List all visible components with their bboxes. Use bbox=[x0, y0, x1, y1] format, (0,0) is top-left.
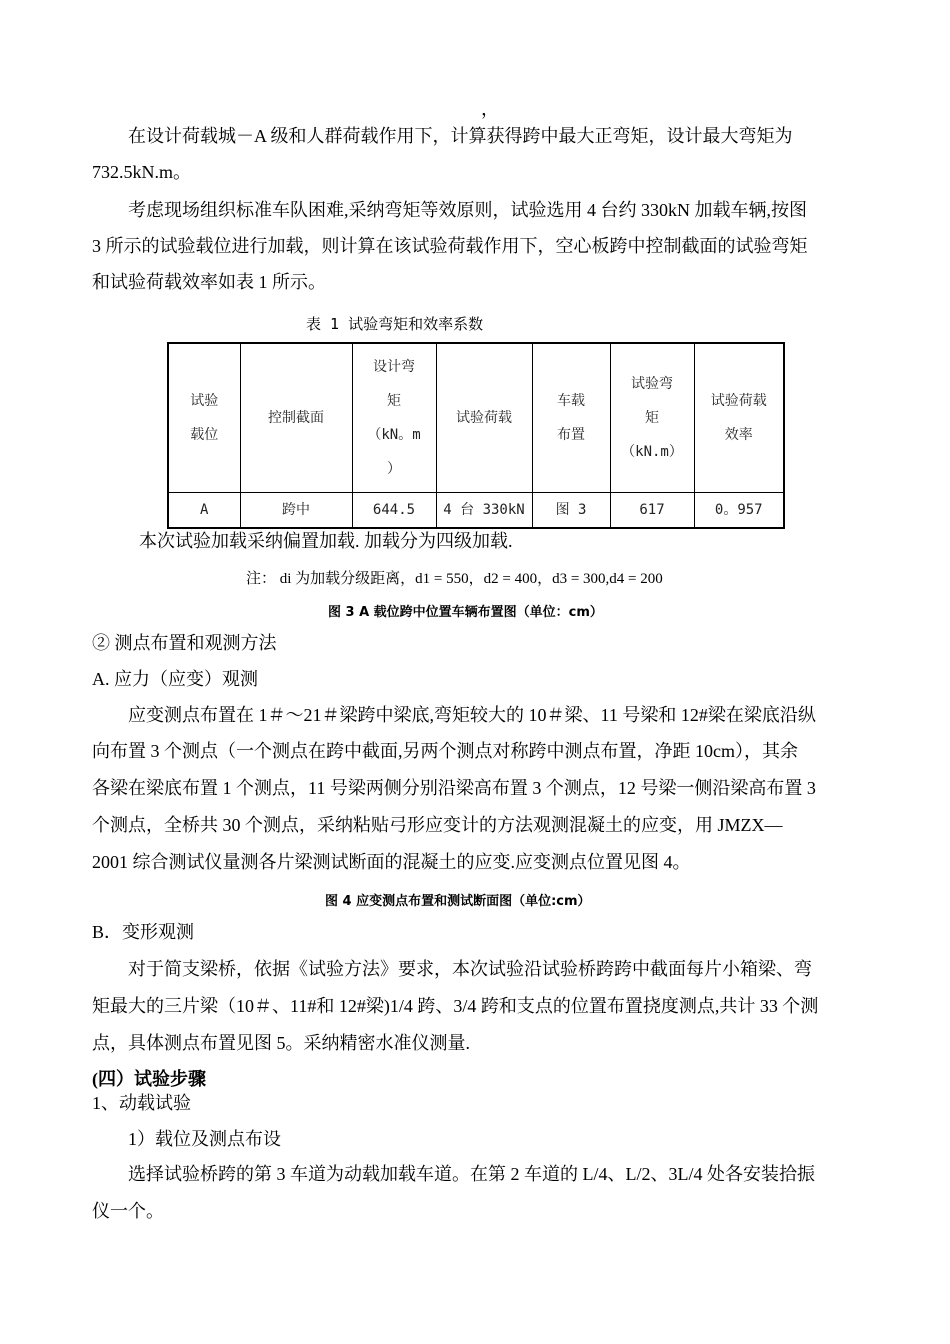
table-caption: 表 1 试验弯矩和效率系数 bbox=[306, 315, 484, 333]
paragraph-design-load-line1: 在设计荷载城－A 级和人群荷载作用下，计算获得跨中最大正弯矩，设计最大弯矩为 bbox=[128, 126, 793, 146]
paragraph-dynamic-lane-line2: 仪一个。 bbox=[92, 1201, 164, 1221]
paragraph-deflection-line1: 对于简支梁桥，依据《试验方法》要求，本次试验沿试验桥跨跨中截面每片小箱梁、弯 bbox=[128, 959, 812, 979]
header-design-moment: 设计弯 矩 （kN。m ） bbox=[352, 343, 436, 492]
cell-load-position: A bbox=[168, 492, 240, 528]
section-deformation: B．变形观测 bbox=[92, 922, 195, 942]
paragraph-strain-line5: 2001 综合测试仪量测各片梁测试断面的混凝土的应变.应变测点位置见图 4。 bbox=[92, 852, 691, 872]
cell-vehicle-layout: 图 3 bbox=[532, 492, 610, 528]
top-mark: ， bbox=[481, 99, 499, 119]
paragraph-deflection-line3: 点，具体测点布置见图 5。采纳精密水准仪测量. bbox=[92, 1033, 470, 1053]
header-control-section: 控制截面 bbox=[240, 343, 352, 492]
efficiency-table bbox=[167, 342, 785, 529]
section-load-position-setup: 1）载位及测点布设 bbox=[128, 1129, 281, 1149]
cell-test-load: 4 台 330kN bbox=[436, 492, 532, 528]
figure3-caption: 图 3 A 载位跨中位置车辆布置图（单位：cm） bbox=[328, 605, 603, 620]
paragraph-strain-line1: 应变测点布置在 1＃～21＃梁跨中梁底,弯矩较大的 10＃梁、11 号梁和 12#梁在梁底沿纵 bbox=[128, 705, 816, 725]
table-row bbox=[168, 492, 784, 528]
section-measure-points: ② 测点布置和观测方法 bbox=[92, 633, 277, 653]
header-test-load: 试验荷载 bbox=[436, 343, 532, 492]
paragraph-dynamic-lane-line1: 选择试验桥跨的第 3 车道为动载加载车道。在第 2 车道的 L/4、L/2、3L/4 处各安装拾振 bbox=[128, 1164, 815, 1184]
paragraph-design-load-line2: 732.5kN.m。 bbox=[92, 162, 191, 182]
section-test-steps: (四）试验步骤 bbox=[92, 1069, 206, 1089]
header-test-moment: 试验弯 矩 （kN.m） bbox=[610, 343, 694, 492]
cell-control-section: 跨中 bbox=[240, 492, 352, 528]
cell-load-efficiency: 0。957 bbox=[694, 492, 784, 528]
load-distance-note: 注： di 为加载分级距离，d1 = 550，d2 = 400，d3 = 300,d4 = 200 bbox=[246, 571, 663, 587]
cell-test-moment: 617 bbox=[610, 492, 694, 528]
table-header-row bbox=[168, 343, 784, 492]
paragraph-test-vehicles-line1: 考虑现场组织标准车队困难,采纳弯矩等效原则，试验选用 4 台约 330kN 加载车辆,按图 bbox=[128, 200, 807, 220]
paragraph-strain-line4: 个测点，全桥共 30 个测点，采纳粘贴弓形应变计的方法观测混凝土的应变，用 JMZX— bbox=[92, 815, 783, 835]
paragraph-deflection-line2: 矩最大的三片梁（10＃、11#和 12#梁)1/4 跨、3/4 跨和支点的位置布置挠度测点,共计 33 个测 bbox=[92, 996, 819, 1016]
paragraph-strain-line2: 向布置 3 个测点（一个测点在跨中截面,另两个测点对称跨中测点布置，净距 10cm），其余 bbox=[92, 741, 798, 761]
section-dynamic-test: 1、动载试验 bbox=[92, 1093, 191, 1113]
paragraph-test-vehicles-line2: 3 所示的试验载位进行加载，则计算在该试验荷载作用下，空心板跨中控制截面的试验弯矩 bbox=[92, 236, 808, 256]
header-load-position: 试验 载位 bbox=[168, 343, 240, 492]
header-vehicle-layout: 车载 布置 bbox=[532, 343, 610, 492]
cell-design-moment: 644.5 bbox=[352, 492, 436, 528]
header-load-efficiency: 试验荷载 效率 bbox=[694, 343, 784, 492]
paragraph-offset-loading: 本次试验加载采纳偏置加载. 加载分为四级加载. bbox=[139, 531, 513, 551]
paragraph-strain-line3: 各梁在梁底布置 1 个测点，11 号梁两侧分别沿梁高布置 3 个测点，12 号梁一侧沿梁高布置 3 bbox=[92, 778, 816, 798]
figure4-caption: 图 4 应变测点布置和测试断面图（单位:cm） bbox=[325, 894, 591, 909]
paragraph-test-vehicles-line3: 和试验荷载效率如表 1 所示。 bbox=[92, 272, 326, 292]
section-stress-observation: A. 应力（应变）观测 bbox=[92, 669, 258, 689]
